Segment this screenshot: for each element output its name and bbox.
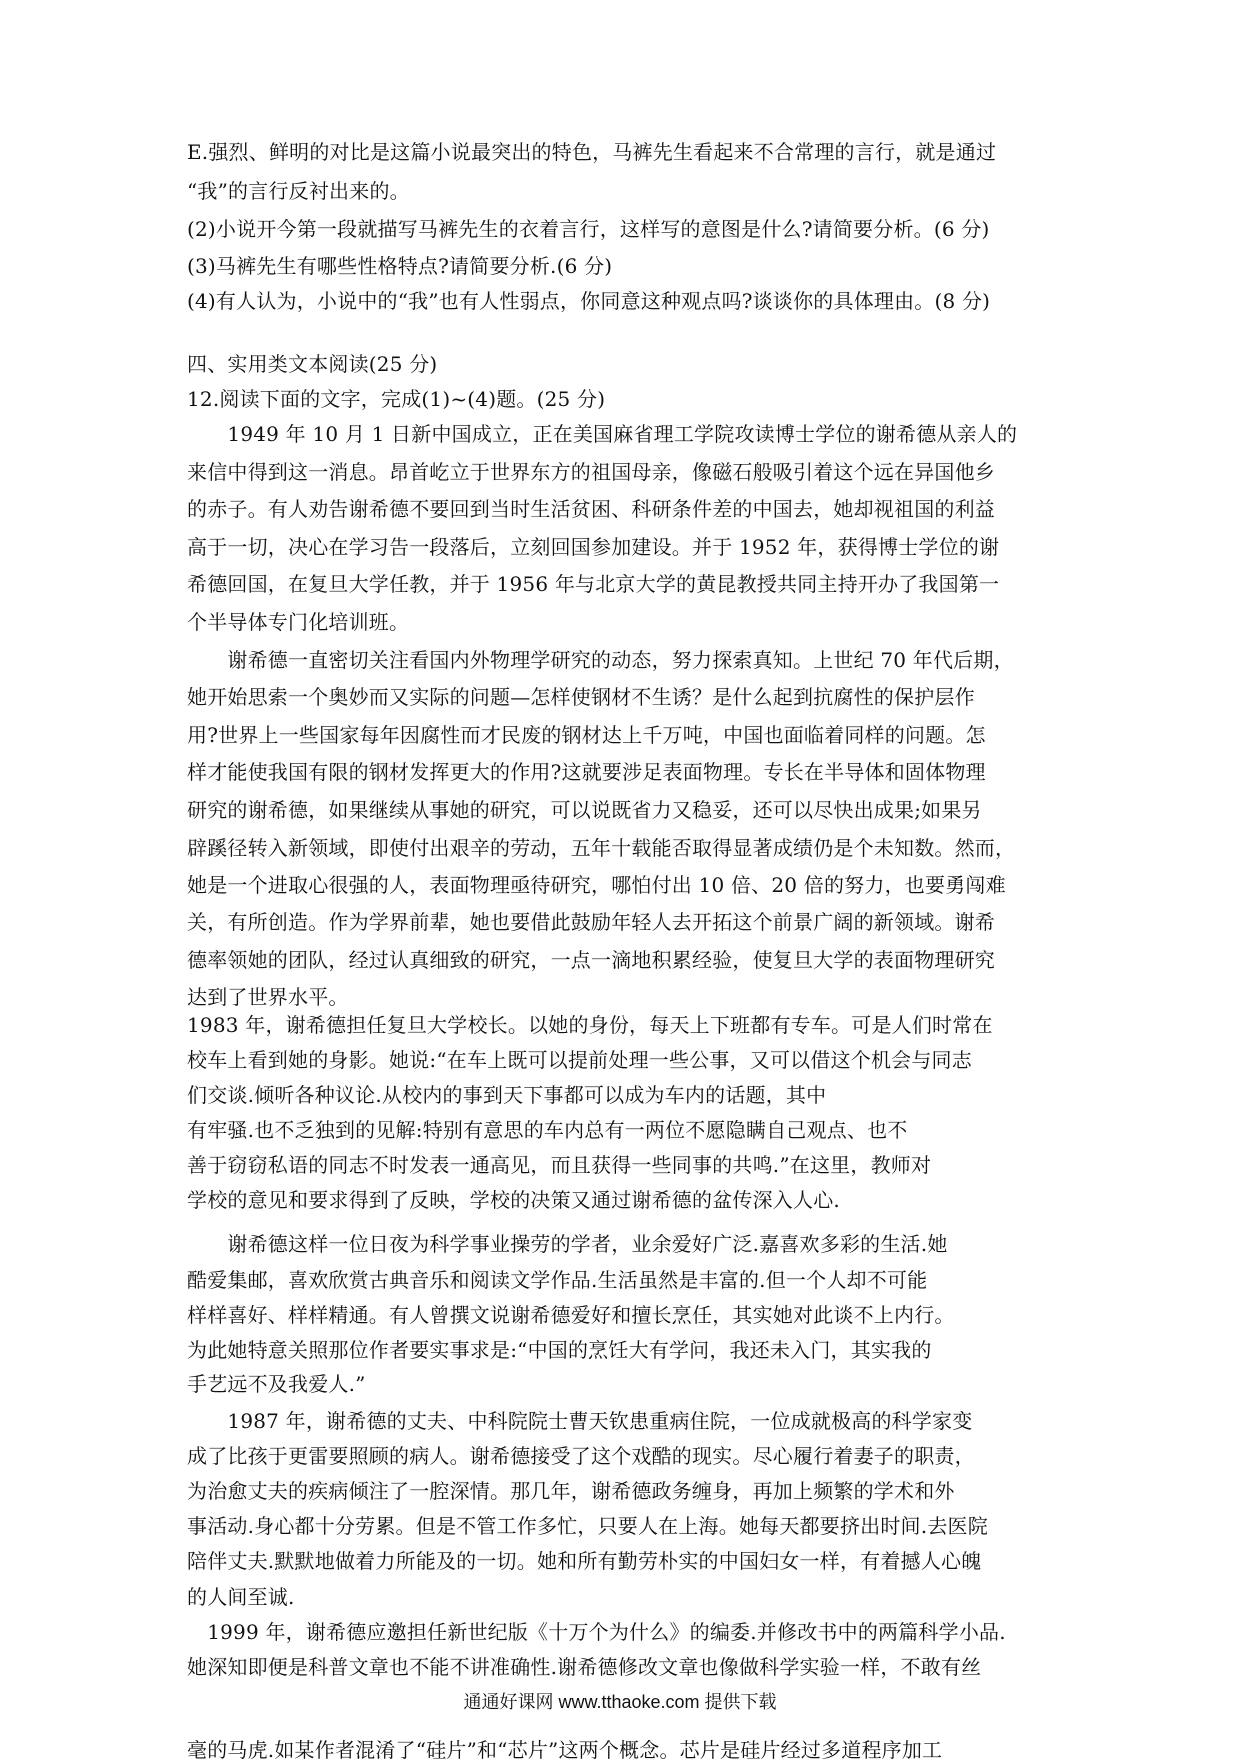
text-line: 达到了世界水平。 [187, 985, 349, 1009]
text-line: 善于窃窃私语的同志不时发表一通高见，而且获得一些同事的共鸣.”在这里，教师对 [187, 1153, 932, 1177]
text-line: 酷爱集邮，喜欢欣赏古典音乐和阅读文学作品.生活虽然是丰富的.但一个人却不可能 [187, 1268, 928, 1292]
question-line: 12.阅读下面的文字，完成(1)~(4)题。(25 分) [187, 387, 606, 411]
text-line: 们交谈.倾听各种议论.从校内的事到天下事都可以成为车内的话题，其中 [187, 1083, 827, 1107]
text-line: 关，有所创造。作为学界前辈，她也要借此鼓励年轻人去开拓这个前景广阔的新领域。谢希 [187, 910, 995, 934]
text-line: 用?世界上一些国家每年因腐性而才民废的钢材达上千万吨，中国也面临着同样的问题。怎 [187, 723, 986, 747]
text-line: 为此她特意关照那位作者要实事求是:“中国的烹饪大有学问，我还未入门，其实我的 [187, 1338, 932, 1362]
text-line: 个半导体专门化培训班。 [187, 610, 410, 634]
text-line: 事活动.身心都十分劳累。但是不管工作多忙，只要人在上海。她每天都要挤出时间.去医院 [187, 1514, 988, 1538]
text-line: 毫的马虎.如某作者混淆了“硅片”和“芯片”这两个概念。芯片是硅片经过多道程序加工 [187, 1738, 943, 1762]
text-line: 德率领她的团队，经过认真细致的研究，一点一滴地积累经验，使复旦大学的表面物理研究 [187, 948, 995, 972]
text-line: 谢希德这样一位日夜为科学事业操劳的学者，业余爱好广泛.嘉喜欢多彩的生活.她 [187, 1232, 948, 1256]
text-line: 1987 年，谢希德的丈夫、中科院院士曹天钦患重病住院，一位成就极高的科学家变 [187, 1409, 973, 1433]
text-line: 有牢骚.也不乏独到的见解:特别有意思的车内总有一两位不愿隐瞒自己观点、也不 [187, 1118, 908, 1142]
text-line: “我”的言行反衬出来的。 [187, 179, 410, 203]
text-line: 陪伴丈夫.默默地做着力所能及的一切。她和所有勤劳朴实的中国妇女一样，有着撼人心魄 [187, 1549, 982, 1573]
text-line: 校车上看到她的身影。她说:“在车上既可以提前处理一些公事，又可以借这个机会与同志 [187, 1048, 972, 1072]
text-line: 样样喜好、样样精通。有人曾撰文说谢希德爱好和擅长烹任，其实她对此谈不上内行。 [187, 1303, 955, 1327]
text-line: 来信中得到这一消息。昂首屹立于世界东方的祖国母亲，像磁石般吸引着这个远在异国他乡 [187, 460, 995, 484]
text-line: E.强烈、鲜明的对比是这篇小说最突出的特色，马裤先生看起来不合常理的言行，就是通过 [187, 140, 997, 164]
page-footer: 通通好课网 www.tthaoke.com 提供下载 [463, 1692, 777, 1712]
text-line: 谢希德一直密切关注看国内外物理学研究的动态，努力探索真知。上世纪 70 年代后期， [187, 648, 1014, 672]
text-line: 她深知即便是科普文章也不能不讲准确性.谢希德修改文章也像做科学实验一样，不敢有丝 [187, 1655, 982, 1679]
section-heading: 四、实用类文本阅读(25 分) [187, 352, 438, 376]
text-line: 希德回国，在复旦大学任教，并于 1956 年与北京大学的黄昆教授共同主持开办了我国第一 [187, 572, 1000, 596]
text-line: 的赤子。有人劝告谢希德不要回到当时生活贫困、科研条件差的中国去，她却视祖国的利益 [187, 497, 995, 521]
text-line: 研究的谢希德，如果继续从事她的研究，可以说既省力又稳妥，还可以尽快出成果;如果另 [187, 798, 982, 822]
text-line: 样才能使我国有限的钢材发挥更大的作用?这就要涉足表面物理。专长在半导体和固体物理 [187, 760, 986, 784]
text-line: 手艺远不及我爱人.” [187, 1372, 366, 1396]
text-line: 辟蹊径转入新领域，即使付出艰辛的劳动，五年十载能否取得显著成绩仍是个未知数。然而， [187, 836, 1016, 860]
question-line: (2)小说开今第一段就描写马裤先生的衣着言行，这样写的意图是什么?请简要分析。(6 分) [187, 217, 990, 241]
text-line: 她是一个进取心很强的人，表面物理亟待研究，哪怕付出 10 倍、20 倍的努力，也要勇闯难 [187, 873, 1006, 897]
text-line: 她开始思索一个奥妙而又实际的问题—怎样使钢材不生诱？是什么起到抗腐性的保护层作 [187, 685, 975, 709]
text-line: 1949 年 10 月 1 日新中国成立，正在美国麻省理工学院攻读博士学位的谢希德从亲人的 [187, 422, 1018, 446]
text-line: 学校的意见和要求得到了反映，学校的决策又通过谢希德的盆传深入人心. [187, 1188, 840, 1212]
text-line: 的人间至诚. [187, 1585, 295, 1609]
text-line: 1999 年，谢希德应邀担任新世纪版《十万个为什么》的编委.并修改书中的两篇科学小品. [187, 1620, 1006, 1644]
text-line: 为治愈丈夫的疾病倾注了一腔深情。那几年，谢希德政务缠身，再加上频繁的学术和外 [187, 1479, 955, 1503]
text-line: 高于一切，决心在学习告一段落后，立刻回国参加建设。并于 1952 年，获得博士学位的谢 [187, 535, 1000, 559]
question-line: (4)有人认为，小说中的“我”也有人性弱点，你同意这种观点吗?谈谈你的具体理由。(8 分) [187, 289, 991, 313]
question-line: (3)马裤先生有哪些性格特点?请简要分析.(6 分) [187, 254, 613, 278]
text-line: 1983 年，谢希德担任复旦大学校长。以她的身份，每天上下班都有专车。可是人们时常在 [187, 1013, 993, 1037]
text-line: 成了比孩于更雷要照顾的病人。谢希德接受了这个戏酷的现实。尽心履行着妻子的职责， [187, 1444, 975, 1468]
